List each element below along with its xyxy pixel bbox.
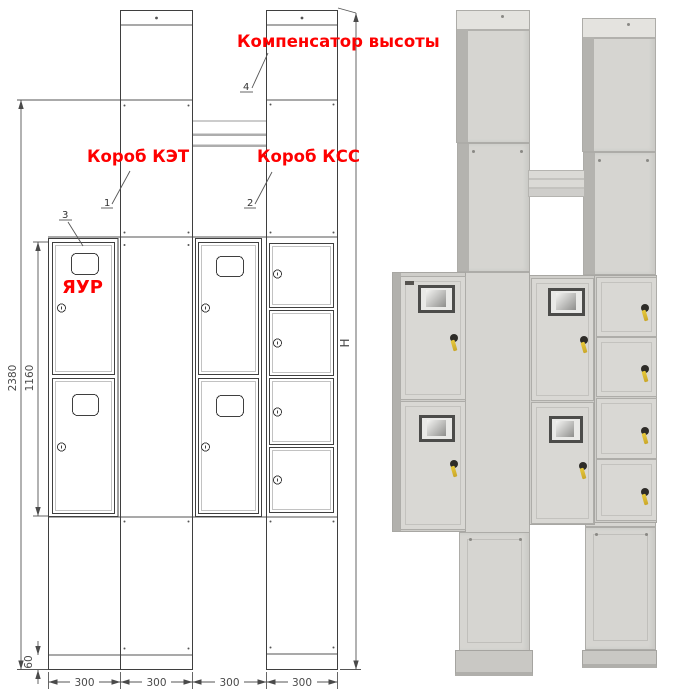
callout-1: [101, 171, 130, 209]
kss-duct-outline: [267, 11, 338, 670]
label-duct-ket: Короб КЭТ: [87, 147, 190, 166]
left-section-outline: [49, 238, 121, 670]
label-height-compensator: Компенсатор высоты: [237, 32, 440, 51]
duct-connector-lines: [193, 121, 266, 146]
dimension-H: [338, 8, 361, 670]
callout-1-number: 1: [104, 198, 111, 209]
dim-300-label-2: 300: [146, 677, 167, 689]
callout-3: [59, 210, 83, 246]
dim-60-label: 60: [23, 655, 35, 669]
label-duct-kss: Короб КСС: [257, 147, 360, 166]
dim-2380-label: 2380: [7, 364, 19, 392]
duct-screw-dots: [124, 104, 335, 650]
label-yaur: ЯУР: [62, 277, 103, 298]
yaur-cabinet-middle: [196, 239, 262, 517]
callout-4: [240, 53, 268, 93]
dim-300-label-3: 300: [219, 677, 240, 689]
callout-3-number: 3: [62, 210, 69, 221]
dim-300-label-4: 300: [291, 677, 313, 689]
callout-2: [244, 172, 272, 209]
callout-2-number: 2: [247, 198, 254, 209]
dimension-300-row: [49, 672, 338, 689]
ket-duct-outline: [121, 11, 193, 670]
dimension-1160: [24, 242, 48, 516]
small-door-stack: [270, 244, 334, 513]
dimension-60: [23, 641, 38, 684]
dim-H-label: H: [338, 338, 352, 348]
dim-300-label-1: 300: [74, 677, 95, 689]
callout-4-number: 4: [243, 82, 250, 93]
dim-1160-label: 1160: [24, 364, 36, 392]
